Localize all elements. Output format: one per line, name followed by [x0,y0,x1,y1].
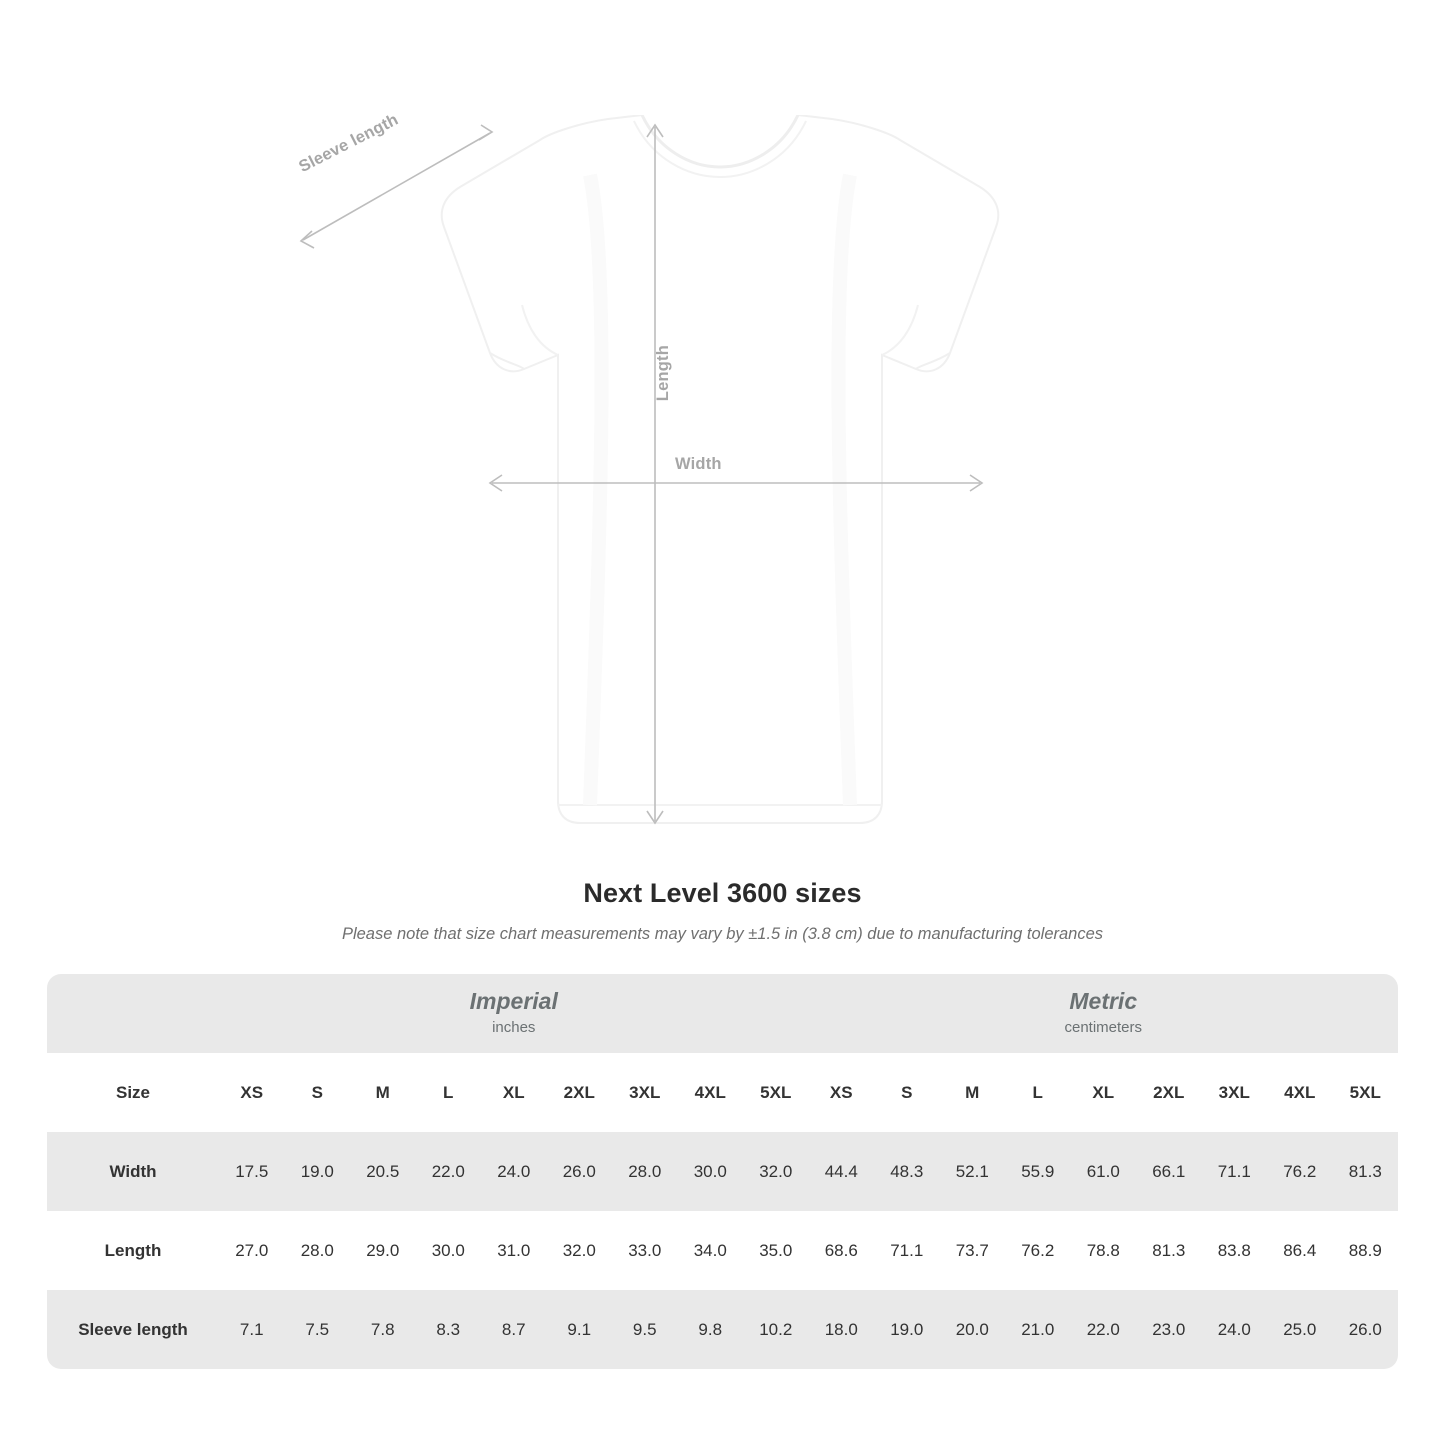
size-header-cell: 4XL [1267,1053,1333,1132]
unit-group-metric [809,974,1399,1053]
measure-cell: 30.0 [416,1211,482,1290]
size-table-container [47,974,1398,1369]
measure-cell: 88.9 [1333,1211,1399,1290]
measure-cell: 81.3 [1136,1211,1202,1290]
measure-cell: 28.0 [285,1211,351,1290]
unit-group-imperial-sub: inches [492,1018,536,1036]
row-label-sleeve-length: Sleeve length [47,1290,219,1369]
measure-cell: 26.0 [547,1132,613,1211]
measure-cell: 9.8 [678,1290,744,1369]
measure-cell: 78.8 [1071,1211,1137,1290]
unit-group-metric-sub: centimeters [1064,1018,1143,1036]
measure-cell: 23.0 [1136,1290,1202,1369]
measure-cell: 19.0 [874,1290,940,1369]
measure-cell: 10.2 [743,1290,809,1369]
measure-cell: 7.8 [350,1290,416,1369]
measure-cell: 35.0 [743,1211,809,1290]
measure-cell: 32.0 [547,1211,613,1290]
tshirt-icon [290,115,1150,835]
measure-cell: 24.0 [1202,1290,1268,1369]
measure-cell: 8.7 [481,1290,547,1369]
measure-cell: 66.1 [1136,1132,1202,1211]
unit-group-imperial-name: Imperial [469,988,558,1015]
measure-cell: 20.0 [940,1290,1006,1369]
size-header-cell: 5XL [1333,1053,1399,1132]
measure-cell: 27.0 [219,1211,285,1290]
measure-cell: 71.1 [874,1211,940,1290]
size-header-cell: S [874,1053,940,1132]
size-header-label: Size [47,1053,219,1132]
measure-cell: 61.0 [1071,1132,1137,1211]
measure-cell: 24.0 [481,1132,547,1211]
measure-cell: 25.0 [1267,1290,1333,1369]
size-header-cell: L [1005,1053,1071,1132]
unit-row-spacer [47,974,219,1053]
measure-cell: 21.0 [1005,1290,1071,1369]
measure-cell: 29.0 [350,1211,416,1290]
measure-cell: 73.7 [940,1211,1006,1290]
size-header-cell: XS [809,1053,875,1132]
measure-cell: 81.3 [1333,1132,1399,1211]
measure-cell: 7.5 [285,1290,351,1369]
size-header-cell: S [285,1053,351,1132]
measure-cell: 22.0 [416,1132,482,1211]
unit-group-metric-name: Metric [1069,988,1138,1015]
width-dimension-label: Width [675,455,722,473]
size-header-cell: M [940,1053,1006,1132]
size-header-cell: 5XL [743,1053,809,1132]
measure-cell: 55.9 [1005,1132,1071,1211]
unit-group-imperial [219,974,809,1053]
size-header-cell: M [350,1053,416,1132]
measure-cell: 9.5 [612,1290,678,1369]
size-header-cell: 2XL [547,1053,613,1132]
size-header-cell: 4XL [678,1053,744,1132]
measure-cell: 7.1 [219,1290,285,1369]
size-table [47,974,1398,1369]
measure-cell: 8.3 [416,1290,482,1369]
measure-cell: 32.0 [743,1132,809,1211]
unit-header-row [47,974,1398,1053]
size-header-row [47,1053,1398,1132]
measure-cell: 68.6 [809,1211,875,1290]
size-header-cell: 3XL [612,1053,678,1132]
measure-cell: 83.8 [1202,1211,1268,1290]
measure-cell: 28.0 [612,1132,678,1211]
size-header-cell: 3XL [1202,1053,1268,1132]
measure-cell: 9.1 [547,1290,613,1369]
measure-cell: 76.2 [1005,1211,1071,1290]
measure-cell: 18.0 [809,1290,875,1369]
size-header-cell: XL [481,1053,547,1132]
size-header-cell: 2XL [1136,1053,1202,1132]
measure-cell: 48.3 [874,1132,940,1211]
size-header-cell: L [416,1053,482,1132]
measure-cell: 34.0 [678,1211,744,1290]
table-row [47,1211,1398,1290]
row-label-width: Width [47,1132,219,1211]
size-header-cell: XS [219,1053,285,1132]
measure-cell: 30.0 [678,1132,744,1211]
measure-cell: 31.0 [481,1211,547,1290]
measure-cell: 44.4 [809,1132,875,1211]
measure-cell: 22.0 [1071,1290,1137,1369]
page-title: Next Level 3600 sizes [583,878,862,908]
measure-cell: 26.0 [1333,1290,1399,1369]
length-dimension-label: Length [654,345,672,402]
measure-cell: 20.5 [350,1132,416,1211]
sleeve-length-dimension-label: Sleeve length [296,110,402,177]
measure-cell: 52.1 [940,1132,1006,1211]
measure-cell: 71.1 [1202,1132,1268,1211]
measure-cell: 19.0 [285,1132,351,1211]
size-header-cell: XL [1071,1053,1137,1132]
table-row [47,1290,1398,1369]
measure-cell: 33.0 [612,1211,678,1290]
measure-cell: 76.2 [1267,1132,1333,1211]
row-label-length: Length [47,1211,219,1290]
title-block [0,878,1445,944]
measure-cell: 17.5 [219,1132,285,1211]
tolerance-note: Please note that size chart measurements may vary by ±1.5 in (3.8 cm) due to manufacturing tolerances [341,925,1104,943]
measure-cell: 86.4 [1267,1211,1333,1290]
table-row [47,1132,1398,1211]
